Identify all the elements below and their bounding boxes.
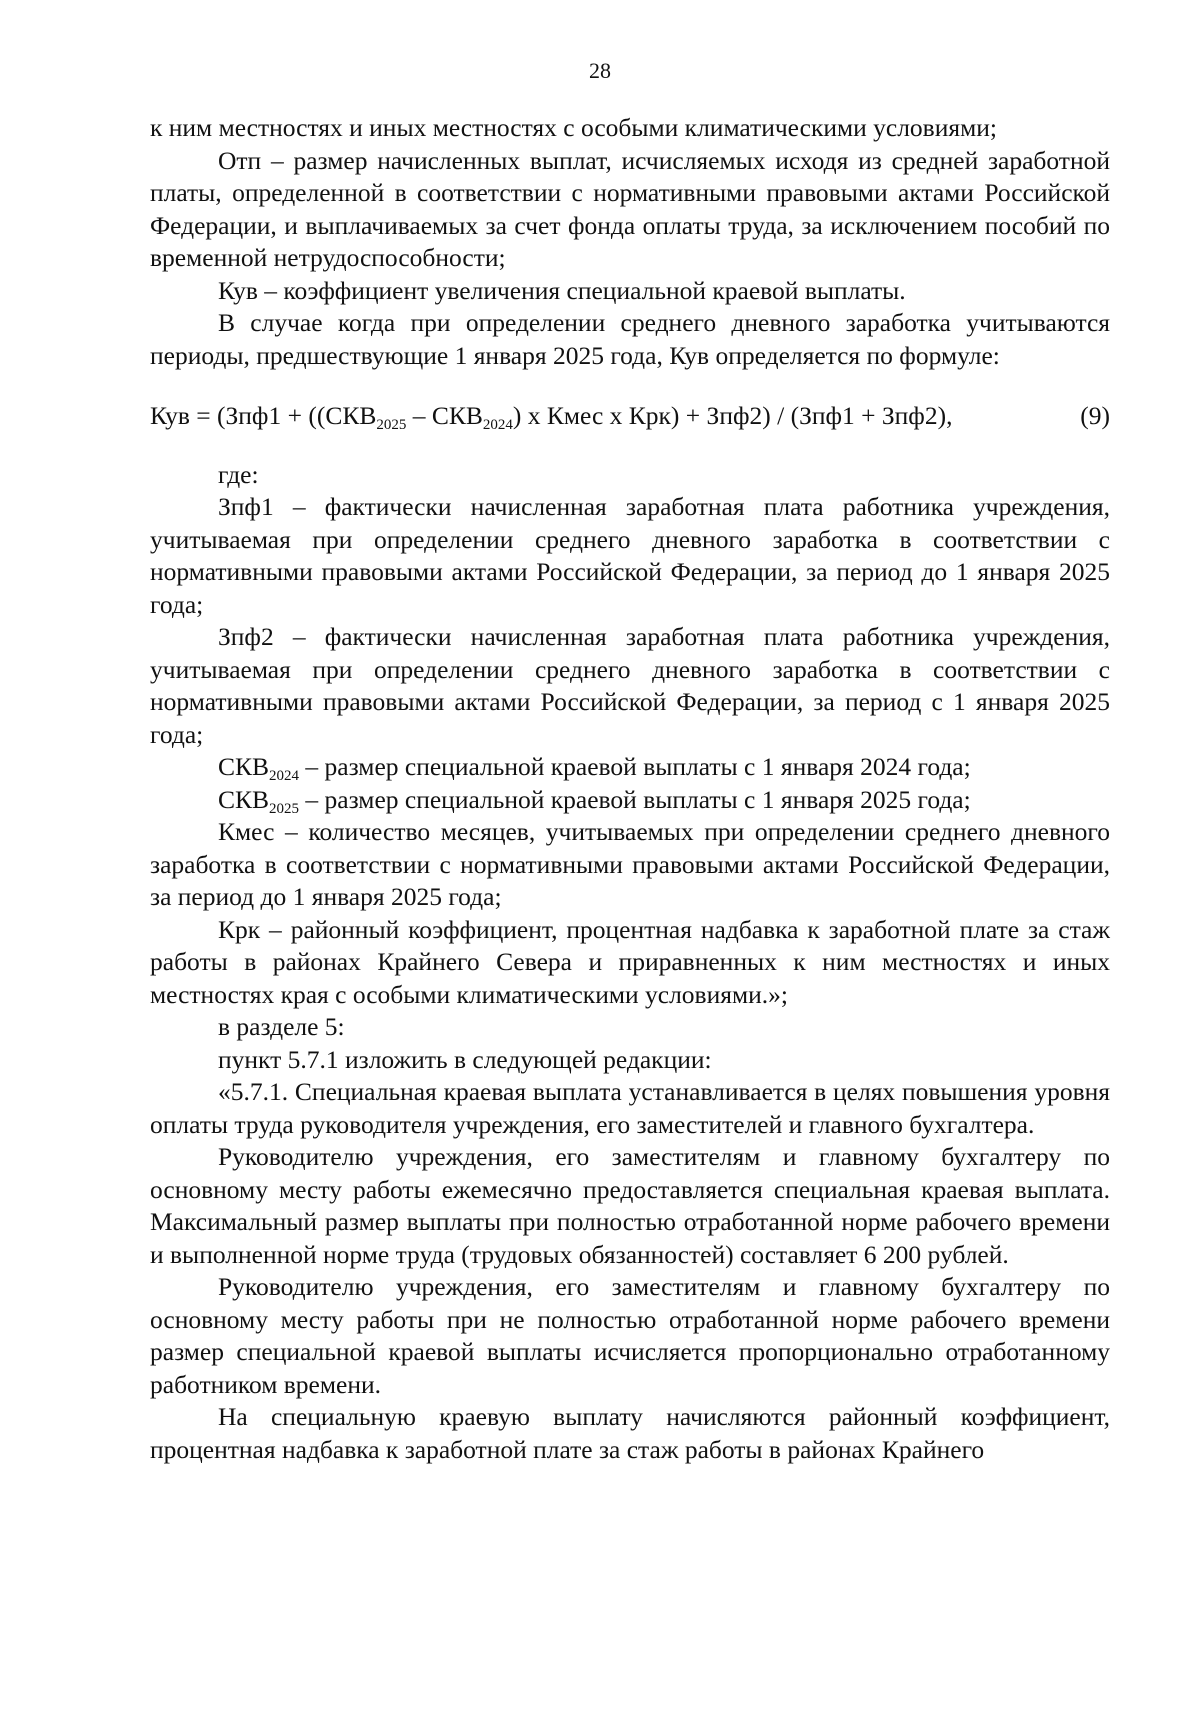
page-number: 28 (589, 58, 611, 83)
formula-expression: Кув = ($Зпф1 + ((СКВ_{2025} - СКВ_{2024})$ x Кмес x Крк) + Зпф2) / (Зпф1 + Зпф2), (150, 401, 953, 433)
where-label: где: (218, 459, 259, 489)
paragraph-krk-definition: Крк – районный коэффициент, процентная надбавка к заработной плате за стаж работы в районах Крайнего Севера и приравненных к ним местностях и иных местностях края с особыми климатическими условиями.»; (150, 914, 1110, 1009)
paragraph-formula-intro: В случае когда при определении среднего дневного заработка учитываются периоды, предшествующие 1 января 2025 года, Кув определяется по формуле: (150, 308, 1110, 370)
paragraph-kmes-definition: Кмес – количество месяцев, учитываемых при определении среднего дневного заработка в соответствии с нормативными правовыми актами Российской Федерации, за период до 1 января 2025 года; (150, 817, 1110, 911)
paragraph-proportional-payment: Руководителю учреждения, его заместителям и главному бухгалтеру по основному месту работы при не полностью отработанной норме рабочего времени размер специальной краевой выплаты исчисляется пропорционально отработанному работником времени. (150, 1272, 1110, 1399)
paragraph-skv2025-definition: $СКВ_{2025}$ – размер специальной краевой выплаты с 1 января 2025 года; (218, 784, 971, 817)
paragraph-zpf2-definition: Зпф2 – фактически начисленная заработная плата работника учреждения, учитываемая при определении среднего дневного заработка в соответствии с нормативными правовыми актами Российской Федерации, за период с 1 января 2025 года; (150, 622, 1110, 749)
paragraph-regional-coefficient: На специальную краевую выплату начисляются районный коэффициент, процентная надбавка к заработной плате за стаж работы в районах Крайнего (150, 1402, 1110, 1464)
formula-9 (150, 400, 1110, 433)
paragraph-otp-definition: Отп – размер начисленных выплат, исчисляемых исходя из средней заработной платы, определенной в соответствии с нормативными правовыми актами Российской Федерации, и выплачиваемых за счет фонда оплаты труда, за исключением пособий по временной нетрудоспособности; (150, 145, 1110, 272)
subscript-2025: 2025 (376, 417, 407, 433)
paragraph-kuv-definition: Кув – коэффициент увеличения специальной краевой выплаты. (218, 275, 906, 305)
paragraph-skv2024-definition: $СКВ_{2024}$ – размер специальной краевой выплаты с 1 января 2024 года; (218, 752, 971, 784)
paragraph-monthly-payment: Руководителю учреждения, его заместителям и главному бухгалтеру по основному месту работы ежемесячно предоставляется специальная краевая выплата. Максимальный размер выплаты при полностью отработанной норме рабочего времени и выполненной норме труда (трудовых обязанностей) составляет 6 200 рублей. (150, 1142, 1110, 1269)
subscript-2024: 2024 (482, 417, 513, 433)
paragraph-zpf1-definition: Зпф1 – фактически начисленная заработная плата работника учреждения, учитываемая при определении среднего дневного заработка в соответствии с нормативными правовыми актами Российской Федерации, за период до 1 января 2025 года; (150, 492, 1110, 619)
paragraph-item-571: «5.7.1. Специальная краевая выплата устанавливается в целях повышения уровня оплаты труда руководителя учреждения, его заместителей и главного бухгалтера. (150, 1077, 1110, 1139)
document-body (150, 112, 1110, 1466)
paragraph-item-571-intro: пункт 5.7.1 изложить в следующей редакции: (218, 1044, 712, 1074)
formula-number: (9) (1080, 401, 1110, 430)
paragraph-continuation: к ним местностях и иных местностях с особыми климатическими условиями; (150, 113, 997, 142)
paragraph-section-5: в разделе 5: (218, 1012, 345, 1041)
